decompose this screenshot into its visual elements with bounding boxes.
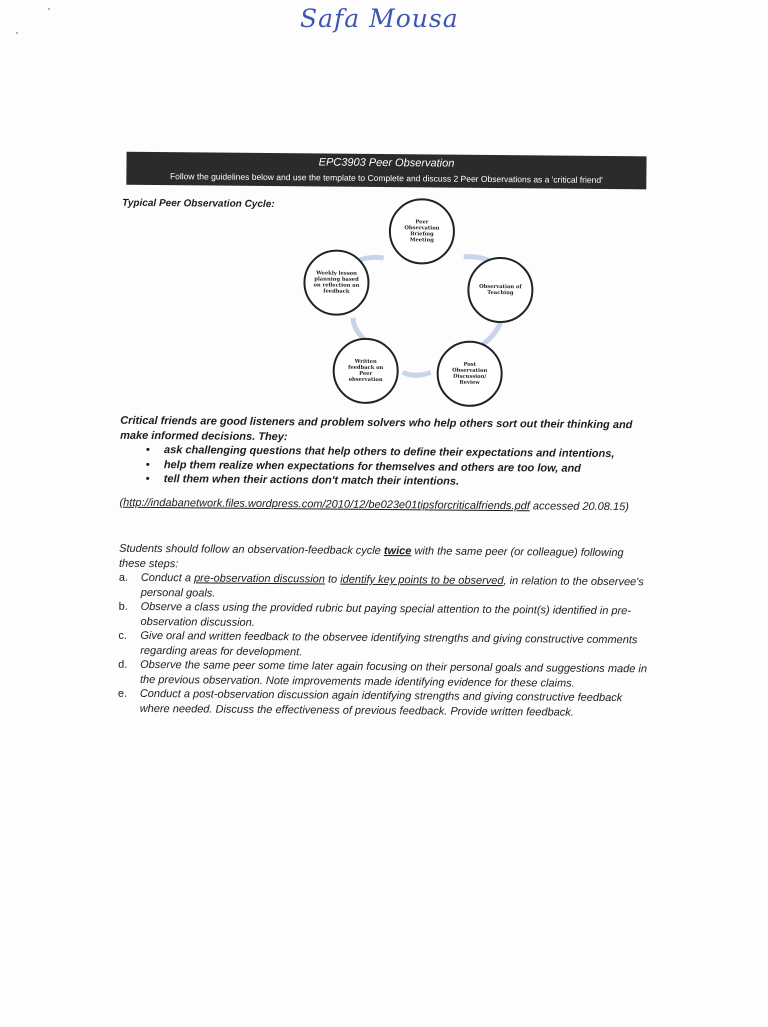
step-marker: a.: [118, 571, 129, 584]
step-item: [118, 687, 648, 721]
cycle-heading: Typical Peer Observation Cycle:: [122, 197, 275, 211]
step-text-mid: to: [327, 573, 338, 586]
critical-friends-intro: Critical friends are good listeners and problem solvers who help others sort out their thinking and make informed decisions. They:: [120, 414, 633, 443]
cycle-node-written-feedback: Written feedback on Peer observation: [332, 338, 399, 405]
cycle-node-lesson-planning: Weekly lesson planning based on reflection on feedback: [303, 249, 370, 316]
step-item: [118, 658, 648, 692]
step-text-post: , in relation to the observee's personal goals.: [140, 575, 644, 600]
citation-link[interactable]: (http://indabanetwork.files.wordpress.com/2010/12/be023e01tipsforcriticalfriends.pdf: [119, 496, 530, 513]
step-text: Conduct a post-observation discussion again identifying strengths and giving constructive feedback where needed. Discuss the effectiveness of previous feedback. Provide written feedback.: [139, 687, 623, 719]
steps-intro: [119, 542, 649, 576]
step-marker: e.: [117, 687, 128, 700]
cycle-arrow: [403, 372, 431, 375]
banner-subtitle: Follow the guidelines below and use the template to Complete and discuss 2 Peer Observations as a 'critical friend': [169, 171, 603, 185]
critical-friends-list: [120, 443, 650, 491]
step-item: [118, 629, 648, 663]
steps-intro-emphasis: twice: [383, 545, 412, 558]
critical-friends-section: [120, 414, 651, 491]
step-marker: c.: [118, 629, 127, 642]
banner-title: EPC3903 Peer Observation: [318, 156, 455, 170]
handwritten-name: Safa Mousa: [300, 4, 459, 33]
cycle-node-review: Post Observation Discussion/ Review: [436, 340, 503, 407]
steps-section: [118, 542, 649, 721]
citation: [119, 496, 649, 515]
step-text: Observe a class using the provided rubric but paying special attention to the point(s) identified in pre-observation discussion.: [140, 600, 632, 629]
list-item: • help them realize when expectations for themselves and others are too low, and: [146, 457, 650, 476]
cycle-diagram: [290, 195, 552, 409]
citation-accessed: accessed 20.08.15): [532, 500, 629, 514]
step-text: Observe the same peer some time later again focusing on their personal goals and suggestions made in the previous observation. Note improvements made identifying evidence for these claims.: [139, 658, 648, 690]
step-item: [119, 571, 649, 605]
list-item: • ask challenging questions that help others to define their expectations and intentions,: [146, 443, 650, 462]
step-underlined-phrase: identify key points to be observed: [340, 573, 504, 588]
cycle-node-briefing: Peer Observation Briefing Meeting: [389, 198, 456, 265]
step-item: [118, 600, 648, 634]
header-banner: [126, 152, 646, 190]
cycle-node-observation: Observation of Teaching: [467, 257, 534, 324]
steps-intro-post: with the same peer (or colleague) following these steps:: [118, 545, 624, 570]
step-marker: b.: [118, 600, 128, 613]
step-text: Give oral and written feedback to the observee identifying strengths and giving constructive comments regarding areas for development.: [140, 629, 638, 658]
step-marker: d.: [118, 658, 128, 671]
step-underlined-phrase: pre-observation discussion: [194, 572, 325, 586]
step-text-pre: Conduct a: [140, 571, 192, 585]
list-item: • tell them when their actions don't match their intentions.: [146, 472, 650, 491]
steps-list: [118, 571, 649, 721]
steps-intro-pre: Students should follow an observation-feedback cycle: [119, 542, 381, 558]
